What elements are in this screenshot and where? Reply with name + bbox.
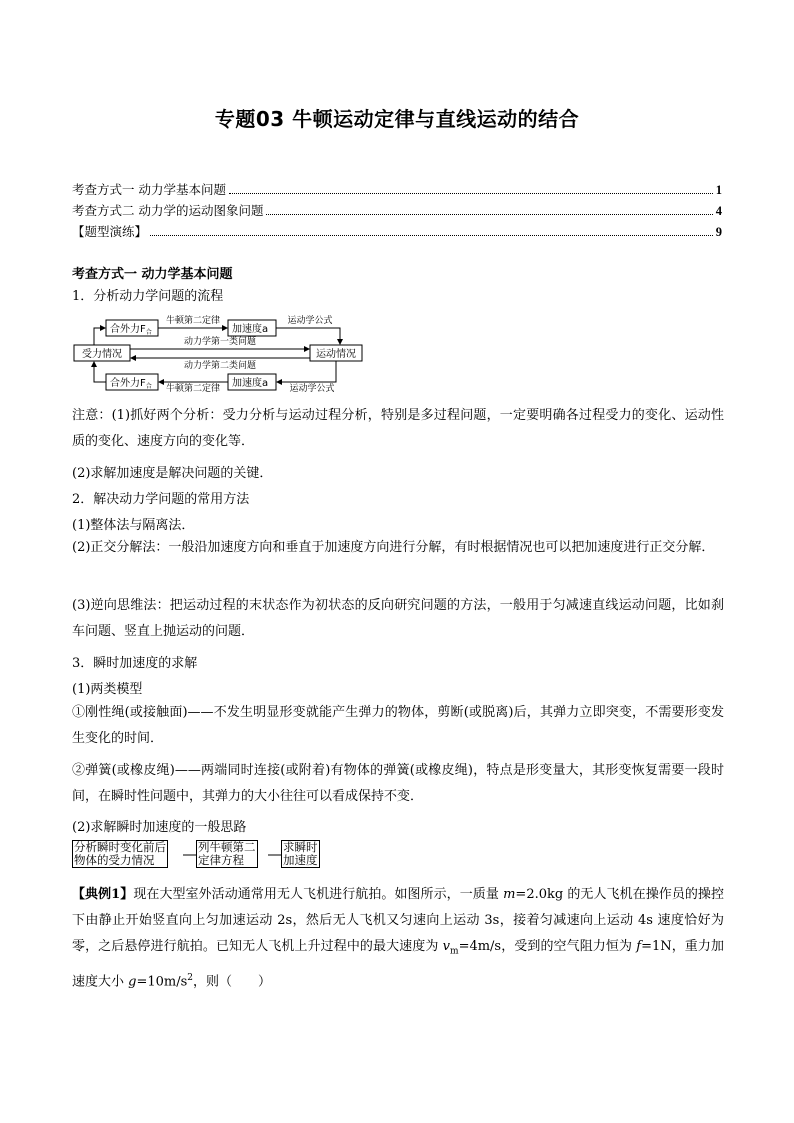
note-paragraph: 注意：(1)抓好两个分析：受力分析与运动过程分析，特别是多过程问题，一定要明确各过程受力的变化、运动性质的变化、速度方向的变化等． bbox=[72, 408, 724, 449]
note-paragraph: (2)求解加速度是解决问题的关键． bbox=[72, 466, 273, 481]
model-paragraph: ①刚性绳(或接触面)——不发生明显形变就能产生弹力的物体，剪断(或脱离)后，其弹力立即突变，不需要形变发生变化的时间． bbox=[72, 705, 724, 746]
example-paragraph: 【典例1】现在大型室外活动通常用无人飞机进行航拍。如图所示，一质量 m=2.0kg 的无人飞机在操作员的操控下由静止开始竖直向上匀加速运动 2s，然后无人飞机又匀速向上运动 3s，接着匀减速向上运动 4s 速度恰好为零，之后悬停进行航拍。已知无人飞机上升过程中的最大速度为 $v_m=4m/s$，受到的空气阻力恒为 f=1N，重力加速度大小 $g=10m/s^2$，则（ ） bbox=[72, 887, 724, 989]
toc-page: 4 bbox=[715, 204, 722, 218]
flow-box-result: 求瞬时 加速度 bbox=[283, 840, 318, 867]
problem1-label: 动力学第一类问题 bbox=[183, 337, 257, 347]
toc-leader bbox=[266, 214, 712, 215]
force-state-text: 受力情况 bbox=[82, 349, 122, 360]
net-force-text-bottom: 合外力$F_合$ bbox=[110, 378, 152, 390]
toc-page: 9 bbox=[715, 225, 722, 239]
sub-heading: (1)两类模型 bbox=[72, 682, 143, 697]
flow-box-equation: 列牛顿第二 定律方程 bbox=[198, 840, 256, 867]
newton2-label-top: 牛顿第二定律 bbox=[165, 316, 221, 326]
kinematics-label-bottom: 运动学公式 bbox=[289, 384, 335, 392]
toc-label: 【题型演练】 bbox=[72, 224, 148, 239]
toc-label: 考查方式一 动力学基本问题 bbox=[72, 182, 226, 197]
section-heading: 考查方式一 动力学基本问题 bbox=[72, 267, 233, 282]
toc-label: 考查方式二 动力学的运动图象问题 bbox=[72, 203, 264, 218]
method-paragraph: (2)正交分解法：一般沿加速度方向和垂直于加速度方向进行分解，有时根据情况也可以把加速度进行正交分解． bbox=[72, 540, 715, 555]
toc-leader bbox=[150, 235, 713, 236]
flow-box-analysis: 分析瞬时变化前后 物体的受力情况 bbox=[74, 840, 166, 867]
newton2-label-bottom: 牛顿第二定律 bbox=[165, 384, 221, 392]
toc-row[interactable] bbox=[72, 222, 722, 240]
page-title: 专题03 牛顿运动定律与直线运动的结合 bbox=[214, 107, 580, 131]
accel-text-top: 加速度a bbox=[232, 324, 269, 335]
flow-arrow bbox=[268, 851, 282, 859]
problem2-label: 动力学第二类问题 bbox=[183, 361, 257, 371]
toc-row[interactable] bbox=[72, 201, 722, 219]
accel-text-bottom: 加速度a bbox=[232, 378, 269, 389]
sub-heading: (2)求解瞬时加速度的一般思路 bbox=[72, 820, 247, 835]
toc-page: 1 bbox=[715, 183, 722, 197]
item-heading: 3．瞬时加速度的求解 bbox=[72, 656, 198, 671]
kinematics-label-top: 运动学公式 bbox=[287, 316, 333, 326]
method-paragraph: (1)整体法与隔离法． bbox=[72, 518, 195, 533]
dynamics-flow-diagram bbox=[72, 308, 372, 392]
item-heading: 1．分析动力学问题的流程 bbox=[72, 289, 224, 304]
model-paragraph: ②弹簧(或橡皮绳)——两端同时连接(或附着)有物体的弹簧(或橡皮绳)，特点是形变量大，其形变恢复需要一段时间，在瞬时性问题中，其弹力的大小往往可以看成保持不变． bbox=[72, 763, 724, 804]
motion-state-text: 运动情况 bbox=[316, 349, 356, 360]
toc-leader bbox=[229, 193, 713, 194]
example-label: 【典例1】 bbox=[72, 887, 134, 902]
method-paragraph: (3)逆向思维法：把运动过程的末状态作为初状态的反向研究问题的方法，一般用于匀减速直线运动问题，比如刹车问题、竖直上抛运动的问题． bbox=[72, 598, 724, 639]
net-force-text-top: 合外力$F_合$ bbox=[110, 324, 152, 336]
item-heading: 2．解决动力学问题的常用方法 bbox=[72, 492, 250, 507]
flow-arrow bbox=[183, 851, 197, 859]
toc-row[interactable] bbox=[72, 180, 722, 198]
